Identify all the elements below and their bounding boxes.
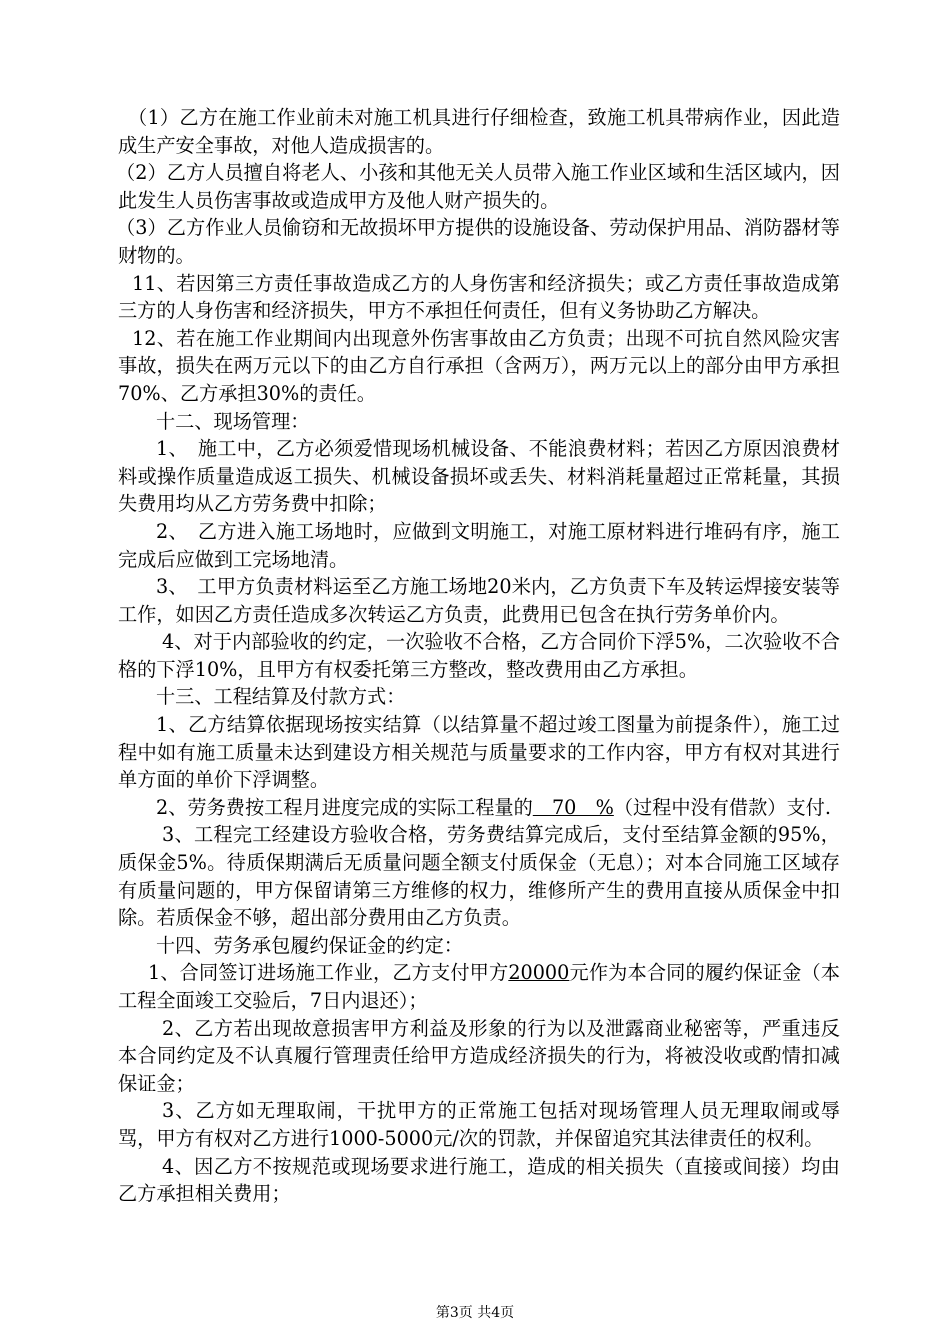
paragraph-10: 4、对于内部验收的约定，一次验收不合格，乙方合同价下浮5%，二次验收不合格的下浮10%，且甲方有权委托第三方整改，整改费用由乙方承担。 [118,630,840,681]
paragraph-13-after: （过程中没有借款）支付. [613,795,831,819]
paragraph-17: 2、乙方若出现故意损害甲方利益及形象的行为以及泄露商业秘密等，严重违反本合同约定及不认真履行管理责任给甲方造成经济损失的行为，将被没收或酌情扣减保证金； [118,1016,840,1095]
deposit-amount-blank: 20000 [508,961,570,985]
paragraph-12: 1、乙方结算依据现场按实结算（以结算量不超过竣工图量为前提条件），施工过程中如有施工质量未达到建设方相关规范与质量要求的工作内容，甲方有权对其进行单方面的单价下浮调整。 [118,713,840,792]
section-heading-14: 十四、劳务承包履约保证金的约定： [156,933,463,957]
paragraph-9: 3、 工甲方负责材料运至乙方施工场地20米内，乙方负责下车及转运焊接安装等工作，如因乙方责任造成多次转运乙方负责，此费用已包含在执行劳务单价内。 [118,575,840,626]
section-heading-13: 十三、工程结算及付款方式： [156,685,406,709]
page-footer: 第3页 共4页 [435,1305,515,1321]
payment-percent-blank: 70 % [532,795,614,819]
paragraph-4: 11、若因第三方责任事故造成乙方的人身伤害和经济损失；或乙方责任事故造成第三方的人身伤害和经济损失，甲方不承担任何责任，但有义务协助乙方解决。 [118,271,840,323]
paragraph-2: （2）乙方人员擅自将老人、小孩和其他无关人员带入施工作业区域和生活区域内，因此发生人员伤害事故或造成甲方及他人财产损失的。 [116,161,840,212]
paragraph-16-before: 1、合同签订进场施工作业，乙方支付甲方 [148,961,509,985]
paragraph-3: （3）乙方作业人员偷窃和无故损坏甲方提供的设施设备、劳动保护用品、消防器材等财物的。 [116,216,840,267]
paragraph-16-after: 元作为本合同的履约保证金（本工程全面竣工交验后，7日内退还）； [118,961,840,1012]
paragraph-14: 3、工程完工经建设方验收合格，劳务费结算完成后，支付至结算金额的95%，质保金5%。待质保期满后无质量问题全额支付质保金（无息）；对本合同施工区域存有质量问题的，甲方保留请第三方维修的权力，维修所产生的费用直接从质保金中扣除。若质保金不够，超出部分费用由乙方负责。 [118,823,840,930]
paragraph-7: 1、 施工中，乙方必须爱惜现场机械设备、不能浪费材料；若因乙方原因浪费材料或操作质量造成返工损失、机械设备损坏或丢失、材料消耗量超过正常耗量，其损失费用均从乙方劳务费中扣除； [118,437,840,516]
section-heading-12: 十二、现场管理： [156,409,310,433]
paragraph-13-before: 2、劳务费按工程月进度完成的实际工程量的 [156,795,533,819]
paragraph-1: （1）乙方在施工作业前未对施工机具进行仔细检查，致施工机具带病作业，因此造成生产安全事故，对他人造成损害的。 [118,106,840,157]
document-body [118,104,840,1208]
paragraph-18: 3、乙方如无理取闹，干扰甲方的正常施工包括对现场管理人员无理取闹或辱骂，甲方有权对乙方进行1000-5000元/次的罚款，并保留追究其法律责任的权利。 [118,1099,840,1150]
paragraph-19: 4、因乙方不按规范或现场要求进行施工，造成的相关损失（直接或间接）均由乙方承担相关费用； [118,1154,840,1206]
paragraph-8: 2、 乙方进入施工场地时，应做到文明施工，对施工原材料进行堆码有序，施工完成后应做到工完场地清。 [118,519,840,571]
paragraph-13 [118,794,840,822]
paragraph-16 [118,959,840,1014]
paragraph-5: 12、若在施工作业期间内出现意外伤害事故由乙方负责；出现不可抗自然风险灾害事故，损失在两万元以下的由乙方自行承担（含两万），两万元以上的部分由甲方承担70%、乙方承担30%的责任。 [118,326,840,405]
